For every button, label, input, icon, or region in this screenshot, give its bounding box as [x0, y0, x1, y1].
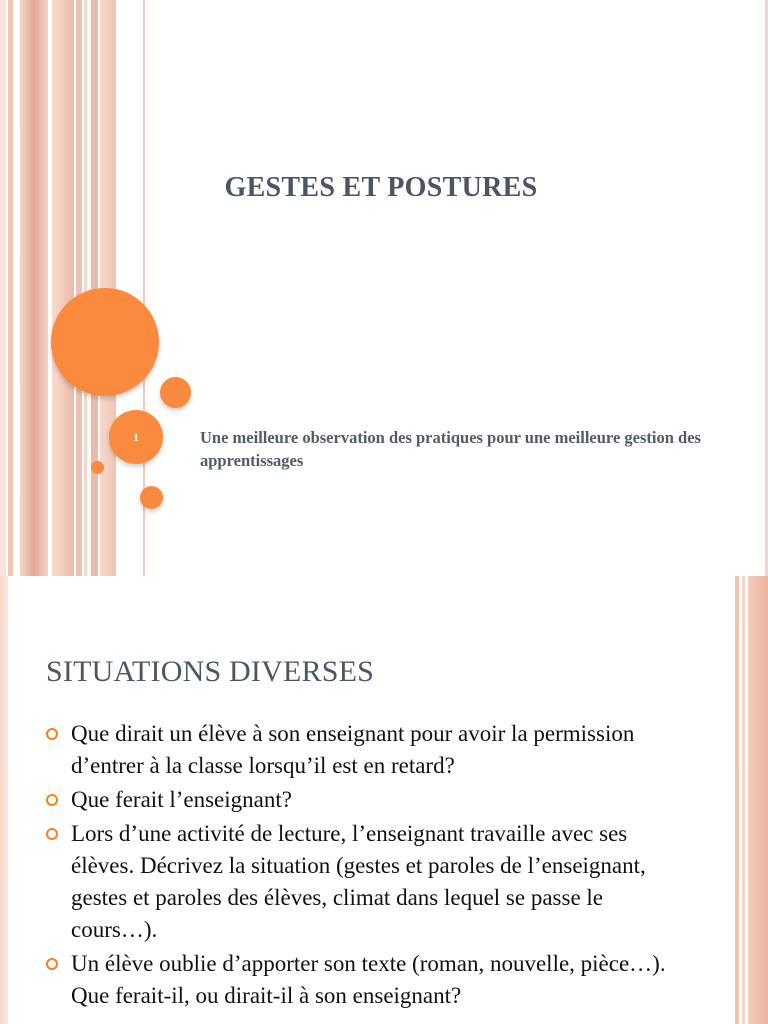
list-item	[44, 784, 684, 816]
stripe	[52, 0, 74, 576]
bullet-text: Un élève oublie d’apporter son texte (roman, nouvelle, pièce…). Que ferait-il, ou dirait-il à son enseignant?	[71, 951, 666, 1008]
page-number: 1	[133, 432, 139, 444]
bullet-circle-icon	[46, 958, 58, 970]
slide-subtitle: Une meilleure observation des pratiques pour une meilleure gestion des apprentissages	[200, 428, 701, 470]
content-slide	[0, 576, 768, 1024]
slide-title: GESTES ET POSTURES	[224, 172, 538, 203]
large-circle	[51, 288, 159, 396]
small-circle	[140, 486, 163, 509]
list-item	[44, 948, 684, 1012]
stripe	[748, 576, 768, 1024]
bullet-circle-icon	[46, 728, 58, 740]
bullet-text: Que dirait un élève à son enseignant pour avoir la permission d’entrer à la classe lorsqu’il est en retard?	[71, 721, 635, 778]
slide-title: SITUATIONS DIVERSES	[46, 655, 374, 688]
stripe	[76, 0, 82, 576]
medium-circle	[160, 377, 191, 408]
stripe	[8, 0, 13, 576]
list-item	[44, 718, 684, 782]
stripe	[0, 0, 6, 576]
stripe	[84, 0, 87, 576]
bullet-text: Lors d’une activité de lecture, l’enseignant travaille avec ses élèves. Décrivez la situation (gestes et paroles de l’enseignant, gestes et paroles des élèves, climat dans lequel se passe le cours…).	[71, 821, 646, 942]
stripe	[735, 576, 739, 1024]
bullet-circle-icon	[46, 794, 58, 806]
list-item	[44, 818, 684, 946]
small-circle	[91, 461, 104, 474]
stripe	[20, 0, 48, 576]
bullet-text: Que ferait l’enseignant?	[71, 787, 292, 812]
stripe	[742, 576, 745, 1024]
bullet-list	[44, 718, 684, 1014]
bullet-circle-icon	[46, 828, 58, 840]
stripe	[0, 576, 8, 1024]
